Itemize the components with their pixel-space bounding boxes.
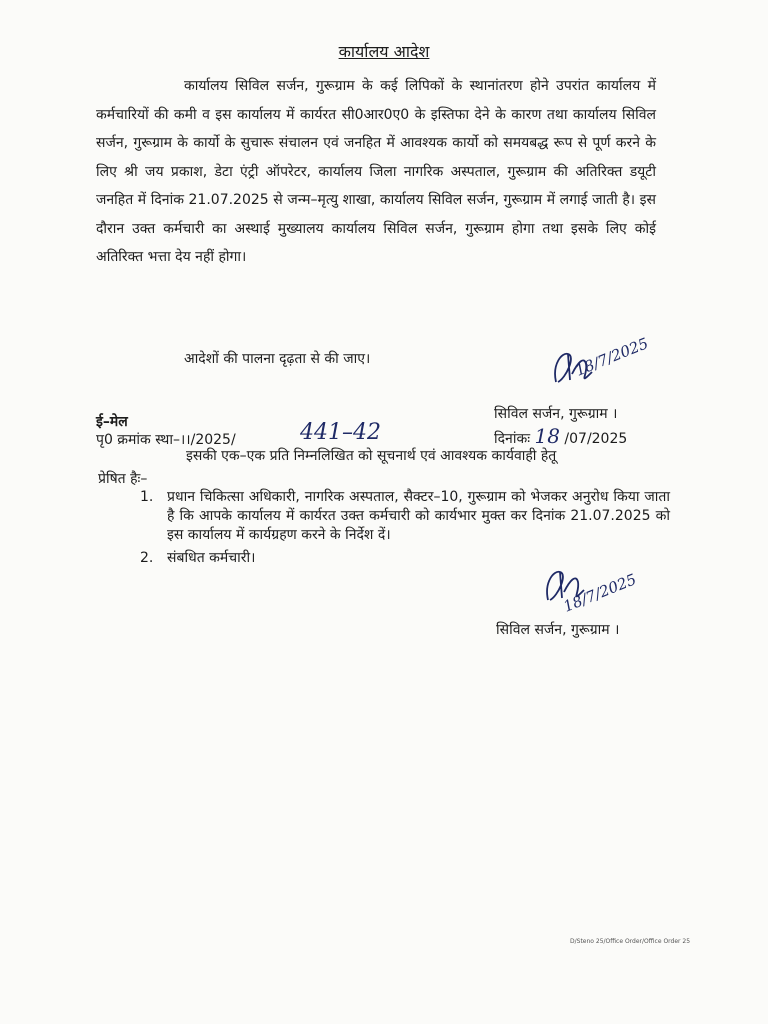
date-label: दिनांकः — [494, 431, 531, 447]
date-line — [494, 424, 627, 448]
list-item — [140, 488, 670, 545]
signature-1-initials: Dr — [556, 390, 558, 391]
signatory-2: सिविल सर्जन, गुरूग्राम । — [496, 622, 620, 638]
list-item-number: 2. — [140, 550, 154, 566]
signature-1-date: 18/7/2025 — [572, 334, 651, 380]
reference-number-label: पृ0 क्रमांक स्था–।।/2025/ — [96, 432, 236, 448]
compliance-line: आदेशों की पालना दृढ़ता से की जाए। — [184, 351, 371, 367]
date-printed: /07/2025 — [564, 431, 628, 447]
forwarded-label: प्रेषित हैः– — [98, 471, 148, 487]
reference-number-handwritten: 441–42 — [300, 420, 381, 445]
list-item-number: 1. — [140, 489, 154, 505]
signatory-1: सिविल सर्जन, गुरूग्राम । — [494, 406, 618, 422]
signature-2-date: 18/7/2025 — [560, 570, 639, 616]
list-item-text: संबधित कर्मचारी। — [167, 550, 256, 566]
signature-2 — [540, 560, 660, 620]
order-body-paragraph: कार्यालय सिविल सर्जन, गुरूग्राम के कई लिपिकों के स्थानांतरण होने उपरांत कार्यालय में कर्मचारियों की कमी व इस कार्यालय में कार्यरत सी0आर0ए0 के इस्तिफा देने के कारण तथा कार्यालय सिविल सर्जन, गुरूग्राम के कार्यो के सुचारू संचालन एवं जनहित में आवश्यक कार्यो को समयबद्ध रूप से पूर्ण करने के लिए श्री जय प्रकाश, डेटा एंट्री ऑपरेटर, कार्यालय जिला नागरिक अस्पताल, गुरूग्राम की अतिरिक्त डयूटी जनहित में दिनांक 21.07.2025 से जन्म–मृत्यु शाखा, कार्यालय सिविल सर्जन, गुरूग्राम में लगाई जाती है। इस दौरान उक्त कर्मचारी का अस्थाई मुख्यालय कार्यालय सिविल सर्जन, गुरूग्राम होगा तथा इसके लिए कोई अतिरिक्त भत्ता देय नहीं होगा। — [96, 78, 656, 265]
footer-file-path: D/Steno 25/Office Order/Office Order 25 — [570, 938, 691, 945]
copy-forwarded-line: इसकी एक–एक प्रति निम्नलिखित को सूचनार्थ एवं आवश्यक कार्यवाही हेतू — [186, 448, 557, 464]
signature-1 — [548, 334, 668, 394]
email-label: ई–मेल — [96, 414, 128, 430]
date-handwritten: 18 — [534, 424, 560, 448]
signature-2-initials: Dr — [548, 608, 550, 609]
list-item-text: प्रधान चिकित्सा अधिकारी, नागरिक अस्पताल, सैक्टर–10, गुरूग्राम को भेजकर अनुरोध किया जाता है कि आपके कार्यालय में कार्यरत उक्त कर्मचारी को कार्यभार मुक्त कर दिनांक 21.07.2025 को इस कार्यालय में कार्यग्रहण करने के निर्देश दें। — [167, 489, 670, 543]
document-title: कार्यालय आदेश — [338, 42, 430, 61]
